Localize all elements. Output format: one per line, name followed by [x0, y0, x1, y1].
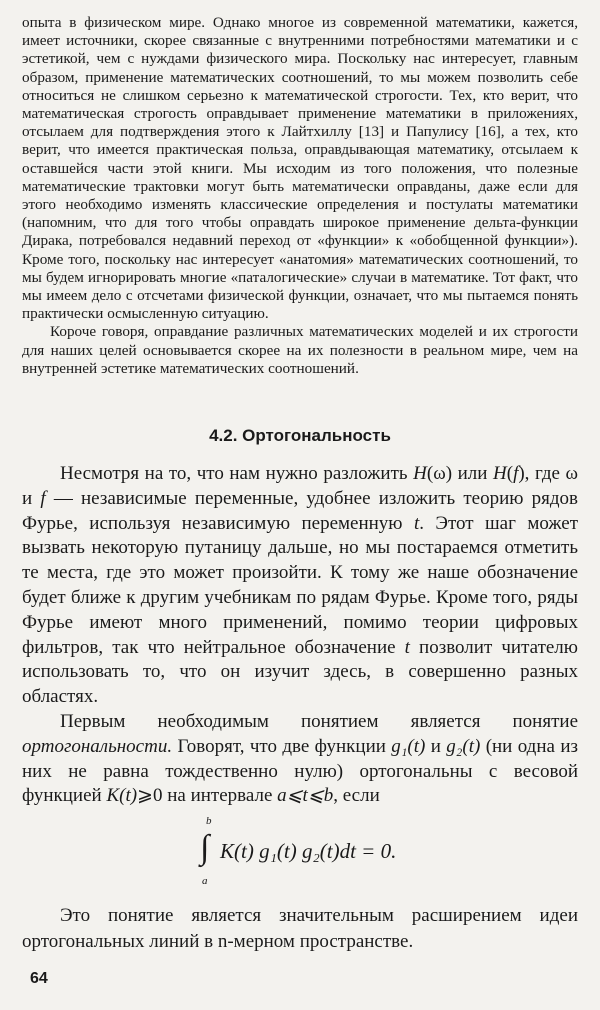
- text-run: — независимые переменные, удобнее изложить теорию рядов Фурье, используя независимую переменную: [22, 487, 579, 534]
- math-symbol: a⩽t⩽b: [277, 785, 334, 807]
- integral-expression: K(t) g₁(t) g₂(t)dt = 0.: [220, 839, 397, 864]
- orthogonality-formula: [22, 813, 578, 897]
- page-number: 64: [30, 970, 48, 987]
- body-paragraph-2: [22, 710, 578, 809]
- section-body: [22, 462, 578, 809]
- text-run: (ω) или: [426, 463, 493, 485]
- integral-upper-limit: b: [206, 815, 212, 828]
- text-run: Говорят, что две функции: [172, 735, 392, 757]
- text-run: позволит читателю использовать то, что он изучит здесь, в совершенно разных областях.: [22, 636, 578, 708]
- math-symbol: K(t): [106, 785, 138, 807]
- text-run: Несмотря на то, что нам нужно разложить: [60, 463, 414, 485]
- math-symbol: H: [493, 463, 507, 485]
- math-symbol: g₁(t): [391, 735, 426, 757]
- math-symbol: H: [413, 463, 427, 485]
- intro-paragraph-2: Короче говоря, оправдание различных математических моделей и их строгости для наших целей основывается скорее на их полезности в реальном мире, чем на внутренней эстетике математических соотношений.: [22, 323, 578, 377]
- text-run: (: [506, 463, 514, 485]
- text-run: Первым необходимым понятием является понятие: [60, 711, 578, 733]
- math-symbol: g₂(t): [446, 735, 481, 757]
- closing-paragraph: Это понятие является значительным расширением идеи ортогональных линий в n-мерном пространстве.: [22, 905, 578, 953]
- emphasis-term: ортогональности.: [22, 735, 173, 757]
- text-run: и: [425, 735, 447, 757]
- integral-sign: ∫: [200, 829, 210, 867]
- text-run: ), где ω и: [22, 463, 579, 509]
- intro-text: [22, 14, 578, 378]
- text-run: (ни одна из них не равна тождественно нулю) ортогональны с весовой функцией: [22, 735, 578, 807]
- body-paragraph-1: [22, 462, 578, 710]
- math-symbol: t: [404, 636, 410, 658]
- text-run: . Этот шаг может вызвать некоторую путаницу дальше, но мы постараемся отметить те места, где это может произойти. К тому же наше обозначение будет ближе к другим учебникам по рядам Фурье. Кроме того, ряды Фурье имеют много применений, помимо теории цифровых фильтров, так что нейтральное обозначение: [22, 512, 578, 658]
- intro-paragraph-1: опыта в физическом мире. Однако многое из современной математики, кажется, имеет источники, скорее связанные с внутренними потребностями математики и с эстетикой, чем с нуждами физического мира. Поскольку нас интересует, главным образом, применение математических соотношений, то мы можем позволить себе относиться не слишком серьезно к математической строгости. Тех, кто верит, что математическая строгость оправдывает применение математики в приложениях, отсылаем для подтверждения этого к Лайтхиллу [13] и Папулису [16], а тех, кто верит, что имеется практическая польза, оправдывающая математику, отсылаем к оставшейся части этой книги. Мы исходим из того положения, что полезные математические трактовки могут быть математически оправданы, даже если для этого необходимо изменять классические определения и постулаты математики (напомним, что для того чтобы оправдать широкое применение дельта-функции Дирака, потребовался недавний переход от «функции» к «обобщенной функции»). Кроме того, поскольку нас интересует «анатомия» математических соотношений, то мы будем игнорировать многие «паталогические» случаи в математике. Тот факт, что мы имеем дело с отсчетами физической функции, означает, что мы пытаемся понять практически осмысленную ситуацию.: [22, 14, 578, 323]
- math-symbol: f: [513, 463, 519, 485]
- text-run: ⩾0 на интервале: [137, 785, 278, 807]
- section-heading: 4.2. Ортогональность: [209, 426, 391, 446]
- integral-lower-limit: a: [202, 875, 208, 888]
- closing-text: [22, 903, 578, 955]
- math-symbol: t: [413, 512, 420, 534]
- text-run: , если: [333, 785, 380, 807]
- math-symbol: f: [40, 487, 46, 509]
